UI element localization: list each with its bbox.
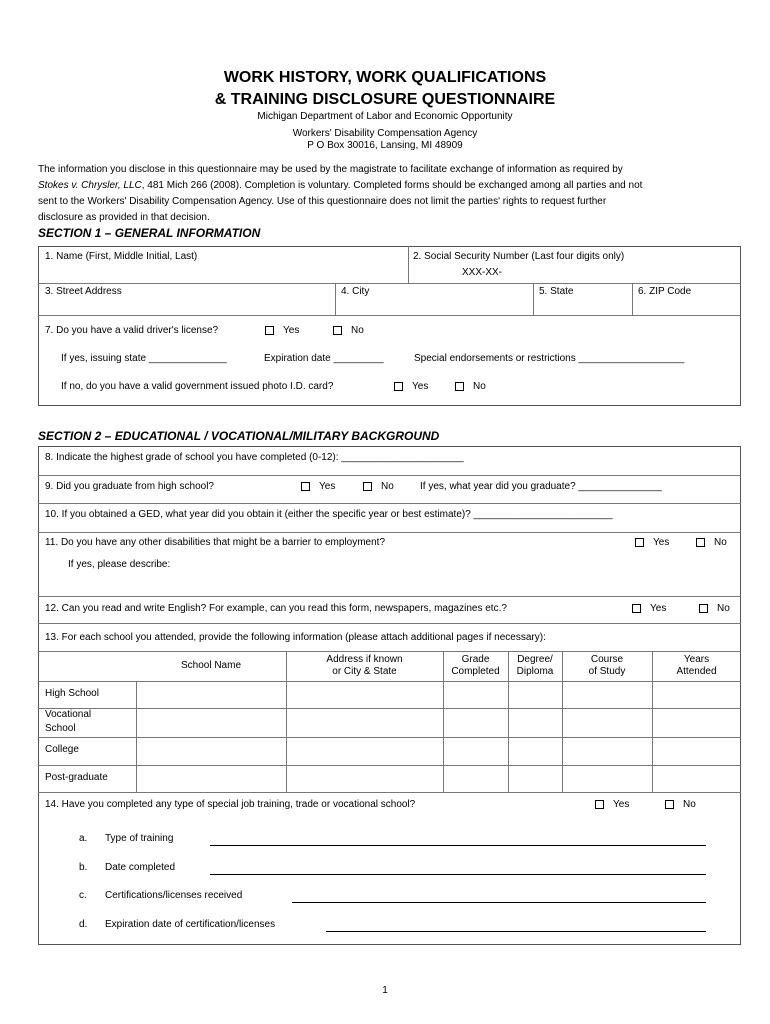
ssn-prefix: XXX-XX- <box>462 267 503 278</box>
no-label: No <box>473 381 486 392</box>
date-completed-line[interactable] <box>210 874 706 875</box>
date-completed-label: Date completed <box>105 862 176 873</box>
divider <box>38 681 741 682</box>
agency-address: P O Box 30016, Lansing, MI 48909 <box>307 140 463 151</box>
certifications-line[interactable] <box>292 902 706 903</box>
grade-header-line2: Completed <box>451 666 500 677</box>
disabilities-no-checkbox[interactable] <box>696 538 705 547</box>
intro-line4: disclosure as provided in that decision. <box>38 212 210 223</box>
section1-heading: SECTION 1 – GENERAL INFORMATION <box>38 226 261 240</box>
certifications-label: Certifications/licenses received <box>105 890 243 901</box>
yes-label: Yes <box>319 481 336 492</box>
divider <box>38 532 741 533</box>
form-title-line1: WORK HISTORY, WORK QUALIFICATIONS <box>223 69 547 86</box>
divider <box>136 681 137 792</box>
job-training-yes-checkbox[interactable] <box>595 800 604 809</box>
drivers-license-question: 7. Do you have a valid driver's license? <box>45 325 219 336</box>
divider <box>533 283 534 315</box>
type-of-training-line[interactable] <box>210 845 706 846</box>
graduate-high-school-question: 9. Did you graduate from high school? <box>45 481 214 492</box>
graduate-yes-checkbox[interactable] <box>301 482 310 491</box>
cert-expiration-label: Expiration date of certification/licenses <box>105 919 276 930</box>
section2-heading: SECTION 2 – EDUCATIONAL / VOCATIONAL/MILITARY BACKGROUND <box>38 429 440 443</box>
state-label: 5. State <box>539 286 574 297</box>
special-endorsements-field[interactable]: Special endorsements or restrictions ___________________ <box>414 353 685 364</box>
school-name-header: School Name <box>180 660 242 671</box>
expiration-date-field[interactable]: Expiration date _________ <box>264 353 384 364</box>
years-header-line2: Attended <box>676 666 717 677</box>
grade-header-line1: Grade <box>461 654 490 665</box>
job-training-question: 14. Have you completed any type of special job training, trade or vocational school? <box>45 799 416 810</box>
type-of-training-label: Type of training <box>105 833 174 844</box>
item-letter-a: a. <box>79 833 88 844</box>
divider <box>38 708 741 709</box>
divider <box>632 283 633 315</box>
ged-year-field[interactable]: 10. If you obtained a GED, what year did you obtain it (either the specific year or best estimate)? _________________________ <box>45 509 613 520</box>
department-name: Michigan Department of Labor and Economic Opportunity <box>257 111 513 122</box>
page-number: 1 <box>382 985 388 996</box>
photo-id-no-checkbox[interactable] <box>455 382 464 391</box>
yes-label: Yes <box>613 799 630 810</box>
disabilities-describe-label: If yes, please describe: <box>68 559 171 570</box>
read-write-english-question: 12. Can you read and write English? For example, can you read this form, newspapers, magazines etc.? <box>45 603 507 614</box>
english-yes-checkbox[interactable] <box>632 604 641 613</box>
no-label: No <box>717 603 730 614</box>
intro-line2: Stokes v. Chrysler, LLC, 481 Mich 266 (2008). Completion is voluntary. Completed forms should be exchanged among all parties and not <box>38 180 643 191</box>
divider <box>38 651 741 652</box>
address-header-line2: or City & State <box>332 666 397 677</box>
photo-id-question: If no, do you have a valid government issued photo I.D. card? <box>61 381 334 392</box>
yes-label: Yes <box>650 603 667 614</box>
divider <box>38 737 741 738</box>
row-high-school: High School <box>45 688 99 699</box>
intro-line1: The information you disclose in this questionnaire may be used by the magistrate to facilitate exchange of information as required by <box>38 164 623 175</box>
zip-code-label: 6. ZIP Code <box>638 286 692 297</box>
course-header-line1: Course <box>590 654 624 665</box>
case-citation: Stokes v. Chrysler, LLC <box>38 180 142 191</box>
schools-attended-instruction: 13. For each school you attended, provide the following information (please attach additional pages if necessary): <box>45 632 546 643</box>
divider <box>38 596 741 597</box>
ssn-label: 2. Social Security Number (Last four digits only) <box>413 251 625 262</box>
graduation-year-field[interactable]: If yes, what year did you graduate? _______________ <box>420 481 662 492</box>
yes-label: Yes <box>412 381 429 392</box>
photo-id-yes-checkbox[interactable] <box>394 382 403 391</box>
course-header-line2: of Study <box>588 666 626 677</box>
english-no-checkbox[interactable] <box>699 604 708 613</box>
row-vocational-line1: Vocational <box>45 709 92 720</box>
no-label: No <box>381 481 394 492</box>
issuing-state-field[interactable]: If yes, issuing state ______________ <box>61 353 227 364</box>
intro-paragraph <box>38 162 738 226</box>
no-label: No <box>351 325 364 336</box>
form-title-line2: & TRAINING DISCLOSURE QUESTIONNAIRE <box>214 91 556 108</box>
drivers-license-yes-checkbox[interactable] <box>265 326 274 335</box>
disabilities-yes-checkbox[interactable] <box>635 538 644 547</box>
degree-header-line2: Diploma <box>516 666 554 677</box>
job-training-no-checkbox[interactable] <box>665 800 674 809</box>
divider <box>38 503 741 504</box>
drivers-license-no-checkbox[interactable] <box>333 326 342 335</box>
highest-grade-field[interactable]: 8. Indicate the highest grade of school you have completed (0-12): ______________________ <box>45 452 464 463</box>
row-vocational-line2: School <box>45 723 76 734</box>
divider <box>38 792 741 793</box>
yes-label: Yes <box>653 537 670 548</box>
cert-expiration-line[interactable] <box>326 931 706 932</box>
divider <box>38 283 741 284</box>
graduate-no-checkbox[interactable] <box>363 482 372 491</box>
divider <box>38 475 741 476</box>
agency-name: Workers' Disability Compensation Agency <box>292 128 478 139</box>
years-header-line1: Years <box>683 654 710 665</box>
degree-header-line1: Degree/ <box>517 654 553 665</box>
divider <box>408 246 409 283</box>
address-header-line1: Address if known <box>326 654 403 665</box>
yes-label: Yes <box>283 325 300 336</box>
intro-line3: sent to the Workers' Disability Compensation Agency. Use of this questionnaire does not limit the parties' rights to request further <box>38 196 607 207</box>
row-post-graduate: Post-graduate <box>45 772 108 783</box>
name-label: 1. Name (First, Middle Initial, Last) <box>45 251 198 262</box>
divider <box>38 765 741 766</box>
no-label: No <box>714 537 727 548</box>
disabilities-question: 11. Do you have any other disabilities that might be a barrier to employment? <box>45 537 385 548</box>
row-college: College <box>45 744 79 755</box>
street-address-label: 3. Street Address <box>45 286 122 297</box>
city-label: 4. City <box>341 286 370 297</box>
divider <box>38 623 741 624</box>
item-letter-d: d. <box>79 919 88 930</box>
no-label: No <box>683 799 696 810</box>
divider <box>38 315 741 316</box>
item-letter-b: b. <box>79 862 88 873</box>
item-letter-c: c. <box>79 890 87 901</box>
divider <box>335 283 336 315</box>
